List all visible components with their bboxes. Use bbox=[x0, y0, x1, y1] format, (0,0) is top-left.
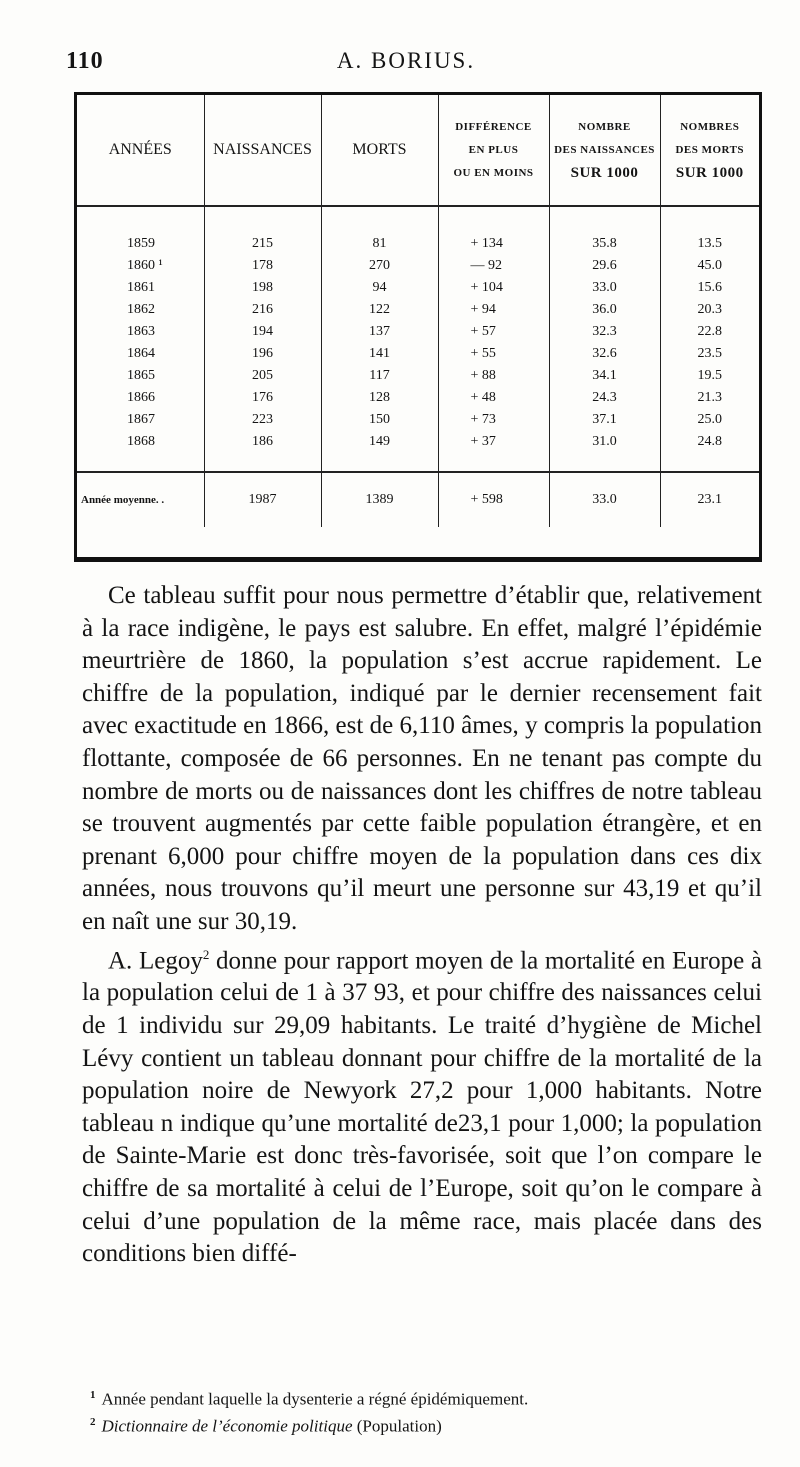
cell-year: 1862 bbox=[127, 302, 155, 317]
cell-births: 178 bbox=[204, 255, 321, 277]
table-row bbox=[77, 343, 759, 365]
cell-difference: — 92 bbox=[438, 255, 549, 277]
cell-year: 1866 bbox=[127, 390, 155, 405]
cell-births: 196 bbox=[204, 343, 321, 365]
cell-difference: + 94 bbox=[438, 299, 549, 321]
footnote-ref-2: 2 bbox=[202, 946, 210, 962]
cell-difference: + 104 bbox=[438, 277, 549, 299]
table-row bbox=[77, 299, 759, 321]
footnote-mark: 1 bbox=[90, 1389, 96, 1401]
footnotes bbox=[90, 1384, 760, 1437]
average-births-per-1000: 33.0 bbox=[549, 472, 660, 527]
cell-deaths-per-1000: 45.0 bbox=[660, 255, 759, 277]
header-years: ANNÉES bbox=[77, 95, 204, 206]
header-deaths-per-1000 bbox=[660, 95, 759, 206]
cell-births-per-1000: 29.6 bbox=[549, 255, 660, 277]
cell-deaths-per-1000: 19.5 bbox=[660, 365, 759, 387]
average-difference: + 598 bbox=[438, 472, 549, 527]
cell-difference: + 48 bbox=[438, 387, 549, 409]
cell-year: 1859 bbox=[127, 236, 155, 251]
header-difference-line2: EN PLUS bbox=[468, 143, 519, 156]
cell-births: 176 bbox=[204, 387, 321, 409]
paragraph-1: Ce tableau suffit pour nous permettre d’établir que, relativement à la race indigène, le pays est salubre. En effet, malgré l’épidémie meurtrière de 1860, la population s’est accrue rapidement. Le chiffre de la population, indiqué par le dernier recensement fait avec exactitude en 1866, est de 6,110 âmes, y compris la population flottante, composée de 66 personnes. En ne tenant pas compte du nombre de morts ou de naissances dont les chiffres de notre tableau se trouvent augmentés par cette faible population étrangère, et en prenant 6,000 pour chiffre moyen de la population dans ces dix années, nous trouvons qu’il meurt une personne sur 43,19 et qu’il en naît une sur 30,19. bbox=[82, 582, 762, 935]
header-births-per-1000-line2: DES NAISSANCES bbox=[554, 143, 655, 156]
cell-year: 1865 bbox=[127, 368, 155, 383]
cell-births-per-1000: 31.0 bbox=[549, 431, 660, 453]
cell-births: 205 bbox=[204, 365, 321, 387]
cell-difference: + 37 bbox=[438, 431, 549, 453]
table-row bbox=[77, 277, 759, 299]
cell-deaths-per-1000: 21.3 bbox=[660, 387, 759, 409]
cell-births-per-1000: 34.1 bbox=[549, 365, 660, 387]
cell-births-per-1000: 37.1 bbox=[549, 409, 660, 431]
table-row bbox=[77, 365, 759, 387]
cell-births-per-1000: 24.3 bbox=[549, 387, 660, 409]
cell-year: 1863 bbox=[127, 324, 155, 339]
cell-year: 1867 bbox=[127, 412, 155, 427]
paragraph-2-start: A. Legoy bbox=[108, 946, 203, 974]
average-deaths: 1389 bbox=[321, 472, 438, 527]
table-header-row bbox=[77, 95, 759, 206]
cell-difference: + 57 bbox=[438, 321, 549, 343]
header-deaths: MORTS bbox=[321, 95, 438, 206]
cell-births: 216 bbox=[204, 299, 321, 321]
header-deaths-per-1000-line1: NOMBRES bbox=[680, 120, 740, 133]
cell-deaths: 81 bbox=[321, 206, 438, 255]
cell-deaths: 128 bbox=[321, 387, 438, 409]
header-difference-line3: OU EN MOINS bbox=[453, 166, 534, 179]
footnote-title: Dictionnaire de l’économie politique bbox=[101, 1416, 353, 1436]
page-number: 110 bbox=[66, 48, 104, 74]
average-label: Année moyenne. . bbox=[77, 472, 204, 527]
page-header bbox=[66, 48, 746, 78]
cell-year: 1861 bbox=[127, 280, 155, 295]
table-row bbox=[77, 255, 759, 277]
cell-births: 215 bbox=[204, 206, 321, 255]
header-difference bbox=[438, 95, 549, 206]
table-row bbox=[77, 206, 759, 255]
table-row bbox=[77, 321, 759, 343]
header-deaths-per-1000-line2: DES MORTS bbox=[675, 143, 745, 156]
cell-births-per-1000: 36.0 bbox=[549, 299, 660, 321]
cell-births: 194 bbox=[204, 321, 321, 343]
footnote-1 bbox=[90, 1384, 760, 1411]
paragraph-2-rest: donne pour rapport moyen de la mortalité en Europe à la population celui de 1 à 37 93, et pour chiffre des naissances celui de 1 individu sur 29,09 habitants. Le traité d’hygiène de Michel Lévy contient un tableau donnant pour chiffre de la mortalité de la population noire de Newyork 27,2 pour 1,000 habitants. Notre tableau n indique qu’une mortalité de23,1 pour 1,000; la population de Sainte-Marie est donc très-favorisée, soit que l’on compare le chiffre de sa mortalité à celui de l’Europe, soit qu’on le compare à celui d’une population de la même race, mais placée dans des conditions bien diffé- bbox=[82, 946, 762, 1268]
cell-deaths-per-1000: 22.8 bbox=[660, 321, 759, 343]
table-spacer-row bbox=[77, 453, 759, 472]
header-births-per-1000-line1: NOMBRE bbox=[578, 120, 631, 133]
cell-difference: + 55 bbox=[438, 343, 549, 365]
header-births: NAISSANCES bbox=[204, 95, 321, 206]
cell-year: 1868 bbox=[127, 434, 155, 449]
cell-deaths: 141 bbox=[321, 343, 438, 365]
births-deaths-table bbox=[77, 95, 759, 527]
cell-year: 1864 bbox=[127, 346, 155, 361]
cell-births-per-1000: 32.6 bbox=[549, 343, 660, 365]
cell-deaths: 270 bbox=[321, 255, 438, 277]
cell-difference: + 134 bbox=[438, 206, 549, 255]
cell-births-per-1000: 33.0 bbox=[549, 277, 660, 299]
cell-births: 223 bbox=[204, 409, 321, 431]
average-births: 1987 bbox=[204, 472, 321, 527]
header-births-per-1000 bbox=[549, 95, 660, 206]
cell-births: 186 bbox=[204, 431, 321, 453]
cell-difference: + 73 bbox=[438, 409, 549, 431]
cell-difference: + 88 bbox=[438, 365, 549, 387]
paragraph-2 bbox=[82, 939, 762, 1271]
body-text bbox=[82, 580, 762, 1271]
average-deaths-per-1000: 23.1 bbox=[660, 472, 759, 527]
header-difference-line1: DIFFÉRENCE bbox=[455, 120, 532, 133]
cell-deaths: 122 bbox=[321, 299, 438, 321]
cell-deaths: 94 bbox=[321, 277, 438, 299]
cell-deaths: 149 bbox=[321, 431, 438, 453]
header-deaths-per-1000-line3: SUR 1000 bbox=[675, 164, 744, 181]
cell-births-per-1000: 35.8 bbox=[549, 206, 660, 255]
cell-births: 198 bbox=[204, 277, 321, 299]
table-row bbox=[77, 409, 759, 431]
cell-deaths-per-1000: 20.3 bbox=[660, 299, 759, 321]
cell-deaths: 150 bbox=[321, 409, 438, 431]
cell-deaths-per-1000: 15.6 bbox=[660, 277, 759, 299]
cell-deaths-per-1000: 24.8 bbox=[660, 431, 759, 453]
cell-deaths-per-1000: 23.5 bbox=[660, 343, 759, 365]
footnote-2 bbox=[90, 1411, 760, 1438]
footnote-text: (Population) bbox=[352, 1416, 442, 1436]
cell-deaths: 117 bbox=[321, 365, 438, 387]
header-births-per-1000-line3: SUR 1000 bbox=[570, 164, 639, 181]
footnote-text: Année pendant laquelle la dysenterie a régné épidémiquement. bbox=[101, 1389, 529, 1409]
cell-year: 1860 ¹ bbox=[127, 258, 163, 273]
running-head: A. BORIUS. bbox=[336, 48, 476, 73]
cell-births-per-1000: 32.3 bbox=[549, 321, 660, 343]
table-row bbox=[77, 431, 759, 453]
footnote-mark: 2 bbox=[90, 1415, 96, 1428]
cell-deaths-per-1000: 13.5 bbox=[660, 206, 759, 255]
average-row bbox=[77, 472, 759, 527]
table-row bbox=[77, 387, 759, 409]
cell-deaths: 137 bbox=[321, 321, 438, 343]
statistics-table bbox=[74, 92, 762, 562]
cell-deaths-per-1000: 25.0 bbox=[660, 409, 759, 431]
